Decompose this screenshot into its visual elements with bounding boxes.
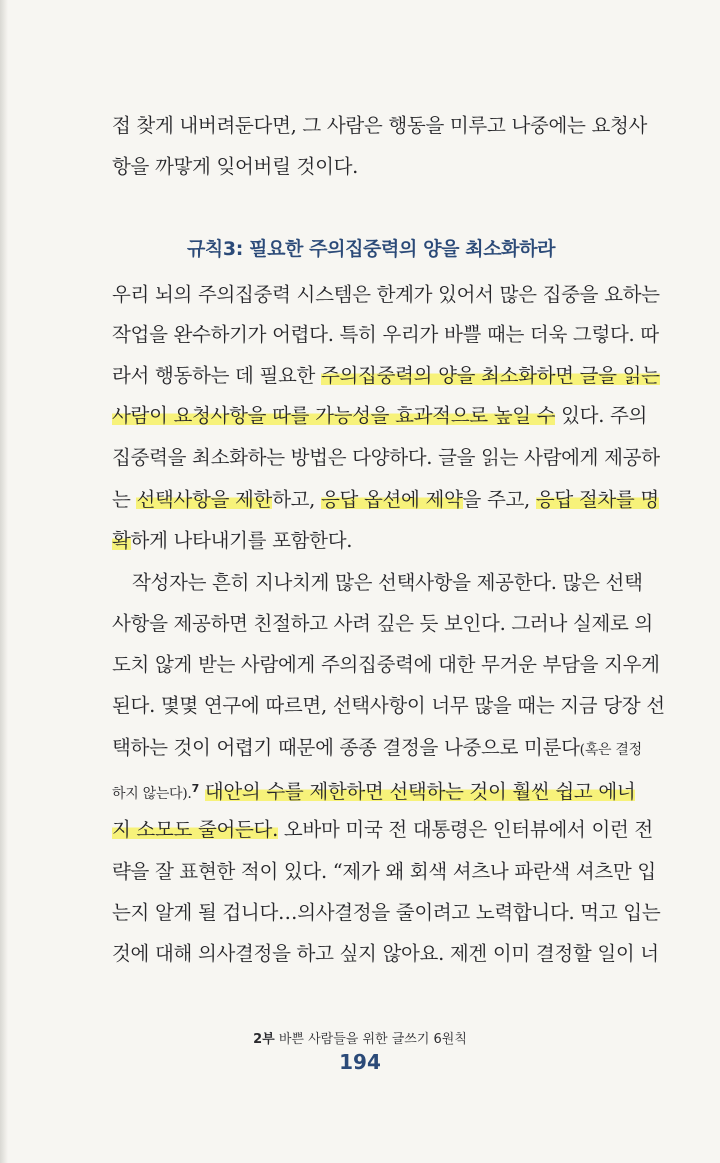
body-line — [112, 815, 653, 845]
running-footer — [0, 1028, 720, 1047]
text-run: 을 주고, — [462, 488, 536, 511]
text-run: 있다. 주의 — [555, 404, 648, 427]
highlighted-text: 사람이 요청사항을 따를 가능성을 효과적으로 높일 수 — [112, 404, 556, 427]
page-edge — [0, 0, 8, 1163]
text-run: 하게 나타내기를 포함한다. — [130, 529, 353, 552]
body-line: 집중력을 최소화하는 방법은 다양하다. 글을 읽는 사람에게 제공하 — [112, 446, 660, 469]
section-heading: 규칙3: 필요한 주의집중력의 양을 최소화하라 — [186, 238, 556, 260]
highlighted-text: 대안의 수를 제한하면 선택하는 것이 훨씬 쉽고 에너 — [204, 780, 636, 803]
body-line: 도치 않게 받는 사람에게 주의집중력에 대한 무거운 부담을 지우게 — [112, 653, 660, 676]
page-number: 194 — [339, 1050, 381, 1074]
body-line: 략을 잘 표현한 적이 있다. “제가 왜 회색 셔츠나 파란색 셔츠만 입 — [112, 860, 656, 883]
body-line — [112, 485, 659, 515]
text-run: 택하는 것이 어렵기 때문에 종종 결정을 나중으로 미룬다 — [112, 736, 580, 759]
text-run: 라서 행동하는 데 필요한 — [112, 364, 321, 387]
body-line — [112, 361, 660, 391]
parenthetical-text: 하지 않는다). — [112, 786, 192, 802]
parenthetical-text: (혹은 결정 — [579, 742, 642, 758]
body-line: 는지 알게 될 겁니다…의사결정을 줄이려고 노력합니다. 먹고 입는 — [112, 901, 661, 924]
text-run: 하고, — [272, 488, 321, 511]
body-line: 우리 뇌의 주의집중력 시스템은 한계가 있어서 많은 집중을 요하는 — [112, 283, 660, 306]
body-line — [112, 401, 648, 431]
body-line: 된다. 몇몇 연구에 따르면, 선택사항이 너무 많을 때는 지금 당장 선 — [112, 694, 665, 717]
body-line — [112, 733, 642, 765]
book-section-title: 바쁜 사람들을 위한 글쓰기 6원칙 — [274, 1032, 467, 1047]
text-run: 오바마 미국 전 대통령은 인터뷰에서 이런 전 — [278, 818, 653, 841]
body-line: 항을 까맣게 잊어버릴 것이다. — [112, 155, 359, 178]
body-line: 작성자는 흔히 지나치게 많은 선택사항을 제공한다. 많은 선택 — [132, 571, 643, 594]
highlighted-text: 확 — [112, 529, 131, 552]
highlighted-text: 주의집중력의 양을 최소화하면 글을 읽는 — [320, 364, 660, 387]
body-line — [112, 774, 636, 809]
footnote-marker: 7 — [191, 782, 199, 795]
highlighted-text: 선택사항을 제한 — [136, 488, 273, 511]
body-line: 작업을 완수하기가 어렵다. 특히 우리가 바쁠 때는 더욱 그렇다. 따 — [112, 323, 659, 346]
highlighted-text: 지 소모도 줄어든다. — [112, 818, 278, 841]
highlighted-text: 응답 절차를 명 — [535, 488, 659, 511]
body-line: 것에 대해 의사결정을 하고 싶지 않아요. 제겐 이미 결정할 일이 너 — [112, 942, 659, 965]
body-line: 접 찾게 내버려둔다면, 그 사람은 행동을 미루고 나중에는 요청사 — [112, 114, 648, 137]
body-line: 사항을 제공하면 친절하고 사려 깊은 듯 보인다. 그러나 실제로 의 — [112, 612, 653, 635]
part-label: 2부 — [253, 1032, 275, 1047]
body-line — [112, 526, 630, 556]
text-run: 는 — [112, 488, 137, 511]
highlighted-text: 응답 옵션에 제약 — [320, 488, 463, 511]
